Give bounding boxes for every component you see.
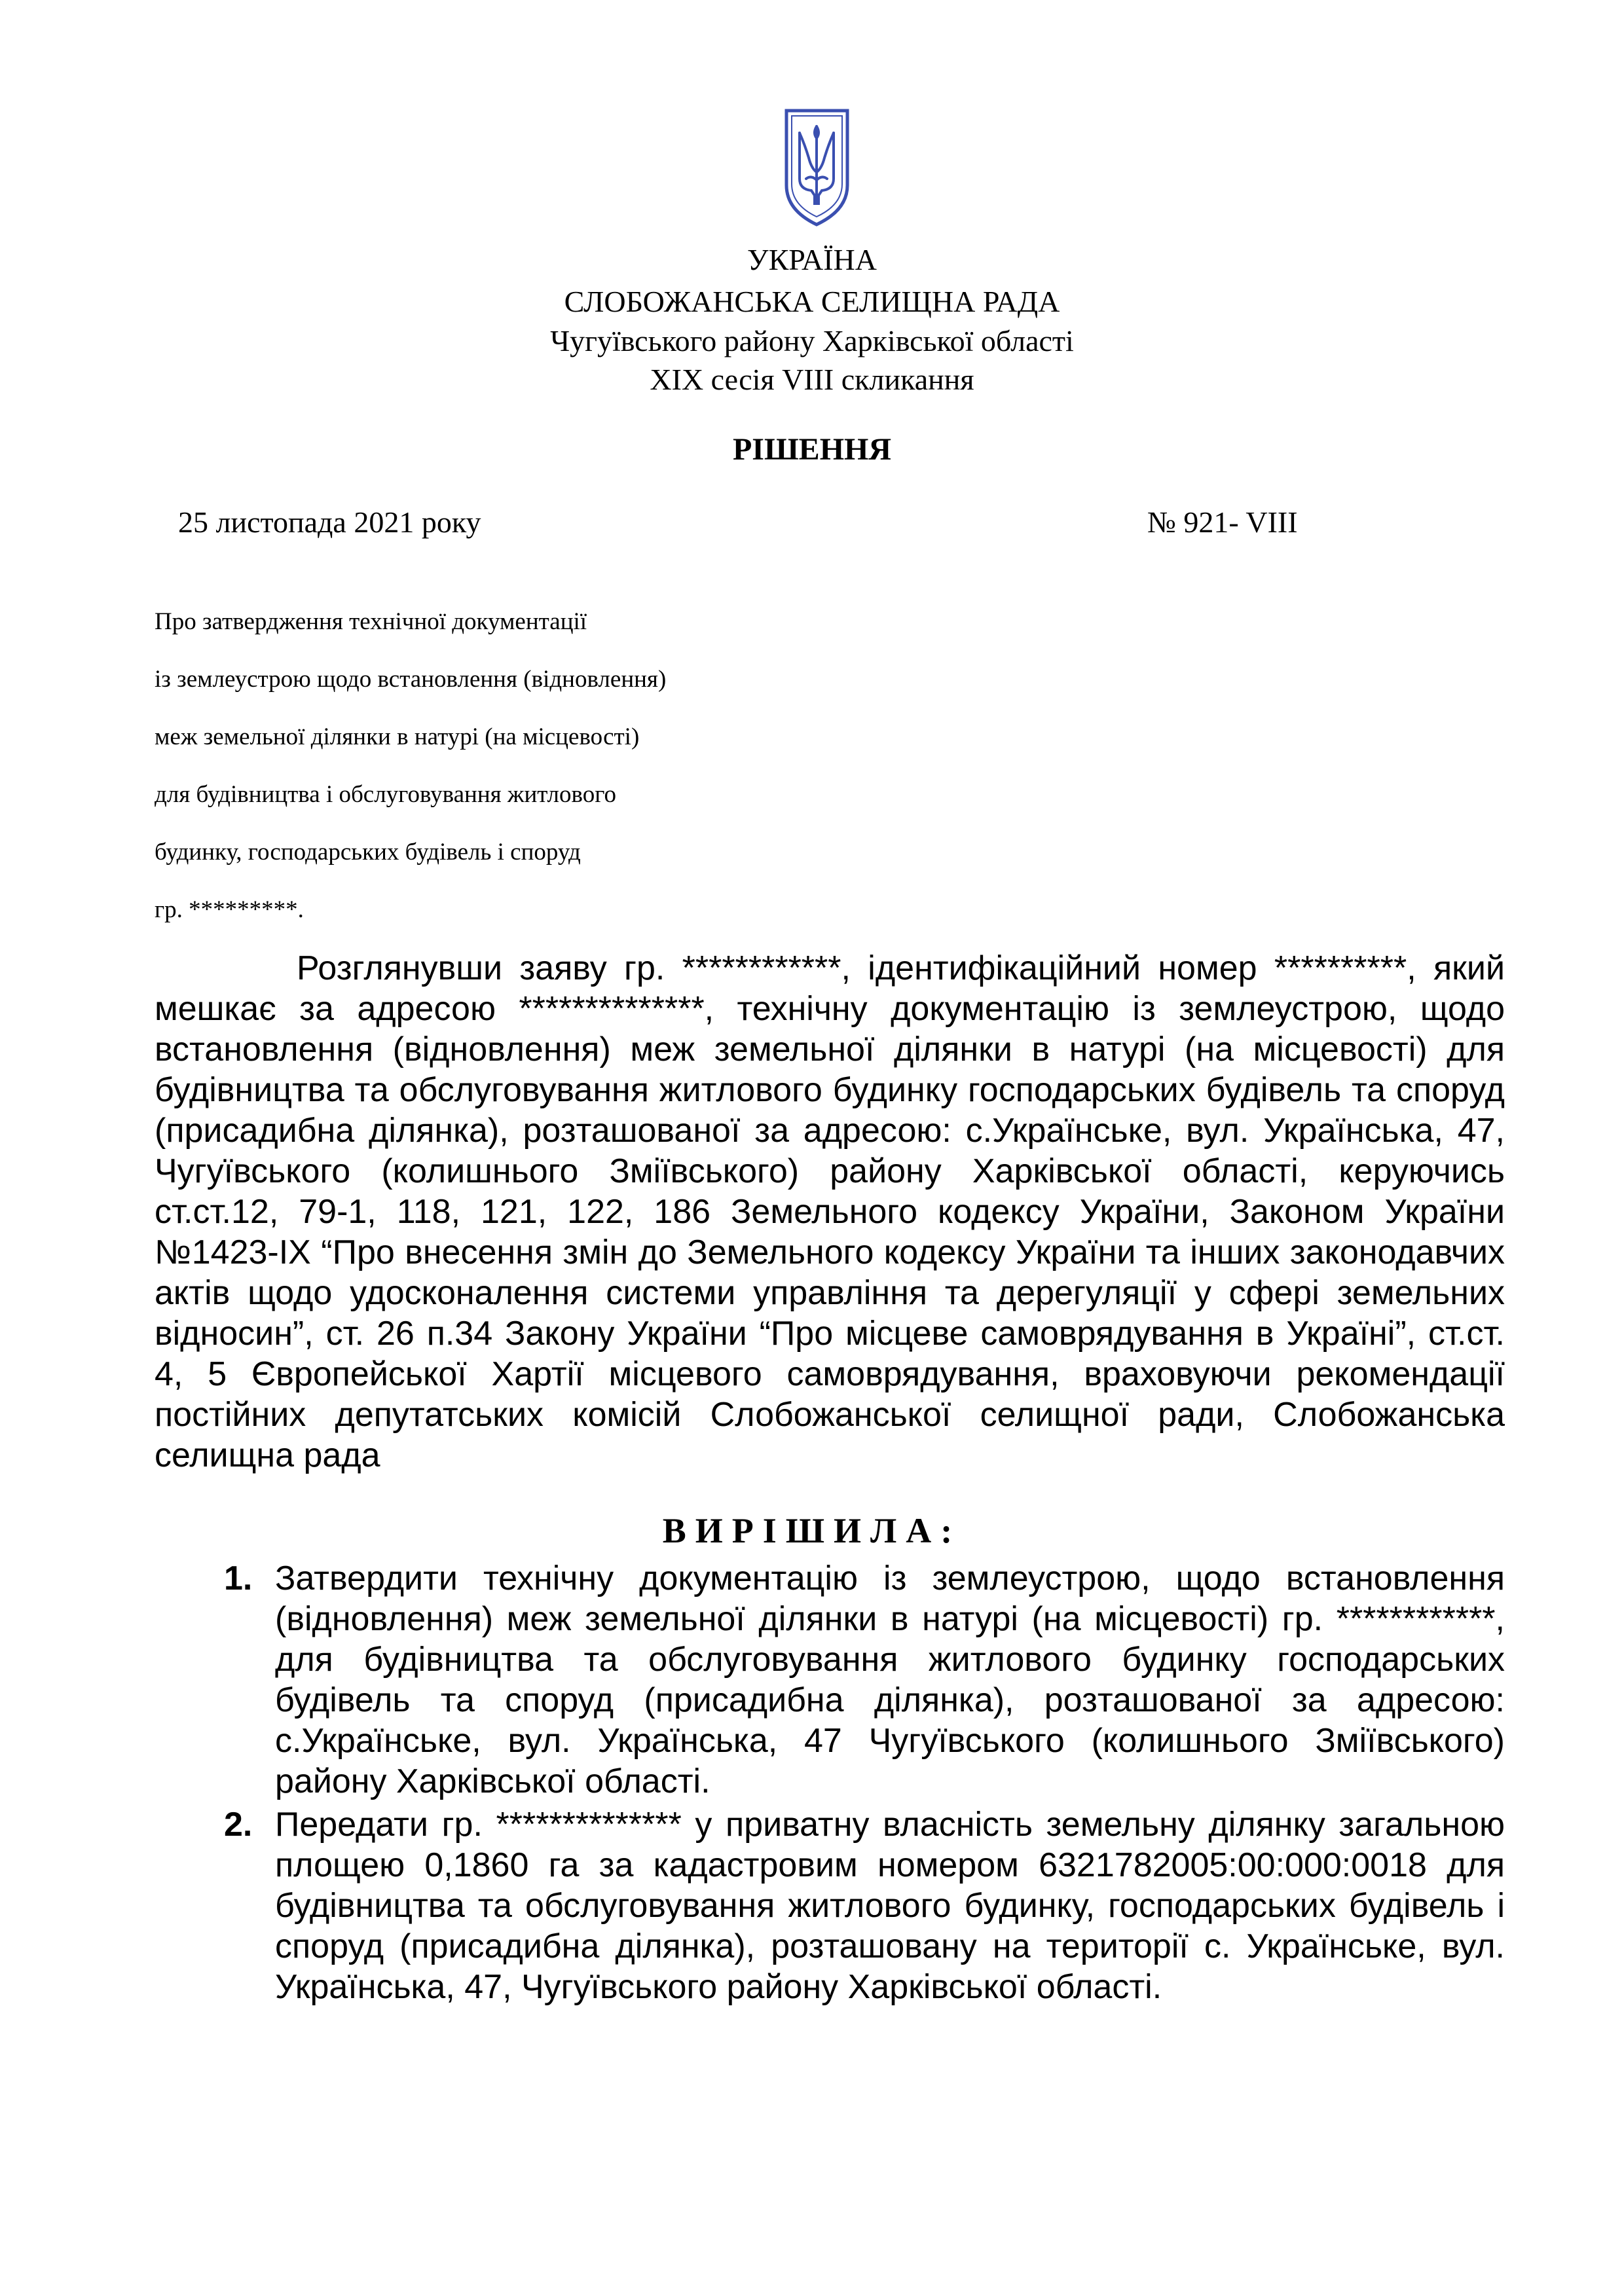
item-text: Передати гр. ************** у приватну власність земельну ділянку загальною площею 0,1860 га за кадастровим номером 6321782005:00:000:0018 для будівництва та обслуговування житлового будинку, господарських будівель і споруд (присадибна ділянка), розташовану на території с. Українське, вул. Українська, 47, Чугуївського району Харківської області. xyxy=(275,1806,1505,2006)
document-type-title: РІШЕННЯ xyxy=(732,432,892,467)
subject-line: для будівництва і обслуговування житлового xyxy=(155,781,616,808)
decision-date: 25 листопада 2021 року xyxy=(178,505,481,539)
country-name: УКРАЇНА xyxy=(747,243,877,276)
coat-of-arms-emblem xyxy=(783,107,851,228)
item-number: 2. xyxy=(224,1806,253,1844)
list-item xyxy=(224,1558,1505,1802)
session-info: XIX сесія VIII скликання xyxy=(650,363,974,396)
item-text: Затвердити технічну документацію із землеустрою, щодо встановлення (відновлення) меж земельної ділянки в натурі (на місцевості) гр. ************, для будівництва та обслуговування житлового будинку господарських будівель та споруд (присадибна ділянка), розташованої за адресою: с.Українське, вул. Українська, 47 Чугуївського (колишнього Зміївського) району Харківської області. xyxy=(275,1559,1505,1800)
subject-line: меж земельної ділянки в натурі (на місцевості) xyxy=(155,723,640,750)
subject-line: із землеустрою щодо встановлення (відновлення) xyxy=(155,666,667,693)
decision-subject xyxy=(155,593,875,939)
subject-line: будинку, господарських будівель і споруд xyxy=(155,839,581,866)
preamble-paragraph: Розглянувши заяву гр. ************, ідентифікаційний номер **********, який мешкає за адресою **************, технічну документацію із землеустрою, щодо встановлення (відновлення) меж земельної ділянки в натурі (на місцевості) для будівництва та обслуговування житлового будинку господарських будівель та споруд (присадибна ділянка), розташованої за адресою: с.Українське, вул. Українська, 47, Чугуївського (колишнього Зміївського) району Харківської області, керуючись ст.ст.12, 79-1, 118, 121, 122, 186 Земельного кодексу України, Законом України №1423-IX “Про внесення змін до Земельного кодексу України та інших законодавчих актів щодо удосконалення системи управління та дерегуляції у сфері земельних відносин”, ст. 26 п.34 Закону України “Про місцеве самоврядування в Україні”, ст.ст. 4, 5 Європейської Хартії місцевого самоврядування, враховуючи рекомендації постійних депутатських комісій Слобожанської селищної ради, Слобожанська селищна рада xyxy=(155,949,1505,1474)
decided-heading: ВИРІШИЛА: xyxy=(662,1511,962,1550)
council-name: СЛОБОЖАНСЬКА СЕЛИЩНА РАДА xyxy=(564,285,1060,318)
subject-line: гр. *********. xyxy=(155,896,304,923)
district-name: Чугуївського району Харківської області xyxy=(550,324,1074,357)
subject-line: Про затвердження технічної документації xyxy=(155,608,587,635)
decision-number: № 921- VIII xyxy=(1147,505,1298,539)
item-number: 1. xyxy=(224,1559,253,1597)
list-item xyxy=(224,1804,1505,2007)
preamble-section xyxy=(155,948,1505,1476)
decision-items-list xyxy=(224,1558,1505,2007)
